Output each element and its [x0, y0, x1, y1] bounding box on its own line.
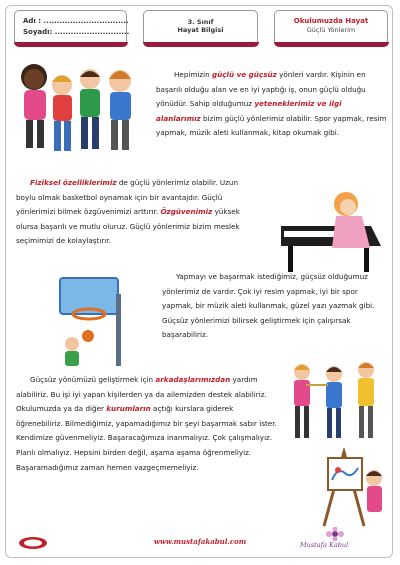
emphasis: güçlü ve güçsüz [212, 70, 277, 79]
header-stripe [14, 42, 128, 47]
signature-flower-icon [318, 527, 352, 541]
flute [306, 384, 328, 386]
musician-3 [358, 362, 374, 438]
kids-group-illustration [14, 55, 149, 163]
piano-girl-illustration [276, 186, 388, 274]
emphasis: yeteneklerimiz ve ilgi alanlarımız [156, 99, 342, 123]
paragraph-4 [16, 373, 278, 475]
musician-1 [294, 364, 310, 438]
kid-1 [21, 64, 47, 148]
unit-title: Okulumuzda Hayat [293, 17, 369, 25]
course-box [143, 10, 258, 46]
kid-3 [80, 69, 100, 149]
kid-4 [109, 70, 131, 150]
kid-2 [52, 75, 72, 151]
text: bizim güçlü yönlerimiz olabilir. Spor yapmak, resim yapmak, müzik aleti kullanmak, kitap okumak gibi. [156, 113, 387, 138]
author-signature: Mustafa Kabul [300, 541, 349, 549]
basketball [82, 330, 94, 342]
emphasis: Fiziksel özelliklerimiz [30, 178, 117, 187]
text: Güçsüz yönümüzü geliştirmek için [30, 375, 156, 384]
topic-title: Güçlü Yönlerim [306, 26, 356, 34]
paragraph-3 [162, 270, 388, 343]
header-stripe [143, 42, 259, 47]
topic-box [274, 10, 388, 46]
emphasis: kurumların [106, 404, 151, 414]
grade-label: 3. Sınıf [187, 18, 214, 26]
course-label: Hayat Bilgisi [177, 26, 224, 34]
emphasis: arkadaşlarımızdan [155, 375, 231, 384]
text: açtığı kurslara giderek öğrenebiliriz. Bilmediğimiz, yapamadığımız bir şeyi başarmak sabır ister. Kendimize güvenmeliyiz. Başaracağımıza inanmalıyız. Çok çalışmalıyız. Planlı olmalıyız. Hepsini birden değil, aşama aşama öğrenmeliyiz. Başaramadığımız zaman hemen vazgeçmemeliyiz. [16, 404, 277, 472]
musicians-illustration [286, 358, 388, 446]
paragraph-2 [16, 176, 256, 249]
emphasis: Özgüvenimiz [160, 207, 213, 217]
name-field[interactable]: Adı : ................................ [23, 17, 129, 25]
text: de güçlü yönlerimiz olabilir. Uzun boylu olmak basketbol oynamak için bir avantajdır. Güçlü yönlerimizi bilmek özgüvenimizi arttırır. [16, 178, 239, 217]
text: yardım alabiliriz. Bu işi iyi yapan kişilerden ya da ailemizden destek alabiliriz. Okulumuzda ya da diğer [16, 375, 267, 414]
paragraph-1 [156, 68, 388, 141]
footer-url[interactable]: www.mustafakabul.com [153, 537, 247, 546]
student-info-box [14, 10, 130, 46]
header-stripe [274, 42, 389, 47]
text: yönleri vardır. Kişinin en başarılı olduğu alan ve en iyi yaptığı iş, onun güçlü olduğu yönüdür. Sahip olduğumuz [156, 70, 366, 109]
painting-illustration [320, 448, 388, 532]
text: Yapmayı ve başarmak istediğimiz, güçsüz olduğumuz yönlerimiz de vardır. Çok iyi resim yapmak, iyi bir spor yapmak, bir müzik aleti kullanmak, güzel yazı yazmak gibi. Güçsüz yönlerimizi bilirsek geliştirmek için çalışırsak başarabiliriz. [162, 272, 375, 340]
surname-field[interactable]: Soyadı: ............................ [23, 28, 130, 36]
text: Hepimizin [174, 70, 212, 79]
basketball-illustration [52, 274, 150, 374]
musician-2 [326, 366, 342, 438]
text: yüksek olursa başarılı ve mutlu oluruz. Güçlü yönlerimiz bizim meslek seçimimizi de kolaylaştırır. [16, 207, 240, 246]
girl-dress [332, 216, 370, 248]
